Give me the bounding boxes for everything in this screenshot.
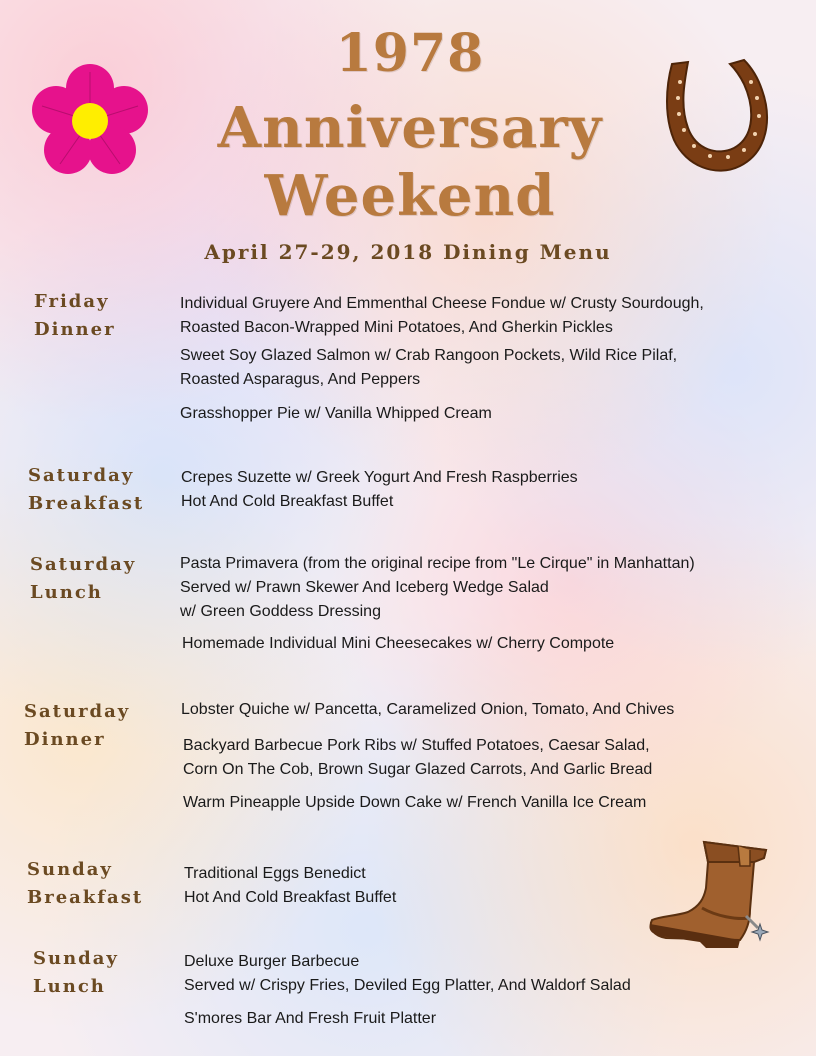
menu-item: [184, 862, 396, 910]
menu-item-line: Lobster Quiche w/ Pancetta, Caramelized Onion, Tomato, And Chives: [181, 701, 675, 718]
menu-item: [180, 552, 695, 624]
flower-icon: [28, 62, 152, 180]
meal-label-day: Saturday: [30, 554, 137, 575]
meal-label-meal: Breakfast: [28, 493, 145, 514]
menu-item-line: S'mores Bar And Fresh Fruit Platter: [184, 1010, 437, 1027]
menu-subtitle: April 27-29, 2018 Dining Menu: [204, 240, 612, 264]
menu-item-line: w/ Green Goddess Dressing: [180, 603, 381, 620]
menu-item: [180, 344, 677, 392]
menu-item: [183, 734, 652, 782]
menu-item-line: Hot And Cold Breakfast Buffet: [181, 493, 394, 510]
meal-label-meal: Dinner: [34, 319, 116, 340]
horseshoe-icon: [658, 56, 776, 180]
menu-item: [180, 402, 492, 426]
title-anniversary: Anniversary: [217, 95, 603, 161]
menu-item-line: Corn On The Cob, Brown Sugar Glazed Carrots, And Garlic Bread: [183, 761, 653, 778]
menu-item: [184, 1007, 436, 1031]
meal-label-day: Saturday: [28, 465, 135, 486]
menu-item: [181, 466, 578, 514]
meal-label-friday-dinner: [34, 288, 116, 344]
meal-label-saturday-lunch: [30, 551, 136, 607]
meal-label-meal: Dinner: [24, 729, 106, 750]
title-weekend: Weekend: [264, 163, 556, 229]
menu-item: [180, 292, 704, 340]
meal-label-sunday-breakfast: [27, 856, 143, 912]
meal-label-saturday-breakfast: [28, 462, 144, 518]
menu-item-line: Grasshopper Pie w/ Vanilla Whipped Cream: [180, 405, 492, 422]
meal-label-day: Friday: [34, 291, 110, 312]
menu-item-line: Traditional Eggs Benedict: [184, 865, 366, 882]
menu-item-line: Roasted Asparagus, And Peppers: [180, 371, 421, 388]
menu-item: [184, 950, 631, 998]
title-year: 1978: [335, 23, 485, 84]
menu-item-line: Deluxe Burger Barbecue: [184, 953, 360, 970]
menu-item-line: Warm Pineapple Upside Down Cake w/ French Vanilla Ice Cream: [183, 794, 647, 811]
meal-label-meal: Lunch: [33, 976, 106, 997]
menu-item-line: Crepes Suzette w/ Greek Yogurt And Fresh Raspberries: [181, 469, 578, 486]
meal-label-sunday-lunch: [33, 945, 119, 1001]
meal-label-meal: Breakfast: [27, 887, 144, 908]
menu-item-line: Roasted Bacon-Wrapped Mini Potatoes, And Gherkin Pickles: [180, 319, 613, 336]
menu-item-line: Served w/ Prawn Skewer And Iceberg Wedge Salad: [180, 579, 549, 596]
menu-item-line: Homemade Individual Mini Cheesecakes w/ Cherry Compote: [182, 635, 615, 652]
menu-item: [182, 632, 614, 656]
menu-item-line: Sweet Soy Glazed Salmon w/ Crab Rangoon Pockets, Wild Rice Pilaf,: [180, 347, 678, 364]
meal-label-day: Sunday: [33, 948, 119, 969]
menu-item: [183, 791, 646, 815]
menu-item: [181, 698, 674, 722]
menu-item-line: Pasta Primavera (from the original recipe from "Le Cirque" in Manhattan): [180, 555, 695, 572]
cowboy-boot-icon: [646, 836, 770, 956]
menu-item-line: Individual Gruyere And Emmenthal Cheese Fondue w/ Crusty Sourdough,: [180, 295, 704, 312]
menu-item-line: Served w/ Crispy Fries, Deviled Egg Platter, And Waldorf Salad: [184, 977, 631, 994]
menu-item-line: Backyard Barbecue Pork Ribs w/ Stuffed Potatoes, Caesar Salad,: [183, 737, 650, 754]
meal-label-day: Sunday: [27, 859, 113, 880]
menu-item-line: Hot And Cold Breakfast Buffet: [184, 889, 397, 906]
meal-label-meal: Lunch: [30, 582, 103, 603]
meal-label-day: Saturday: [24, 701, 131, 722]
meal-label-saturday-dinner: [24, 698, 130, 754]
